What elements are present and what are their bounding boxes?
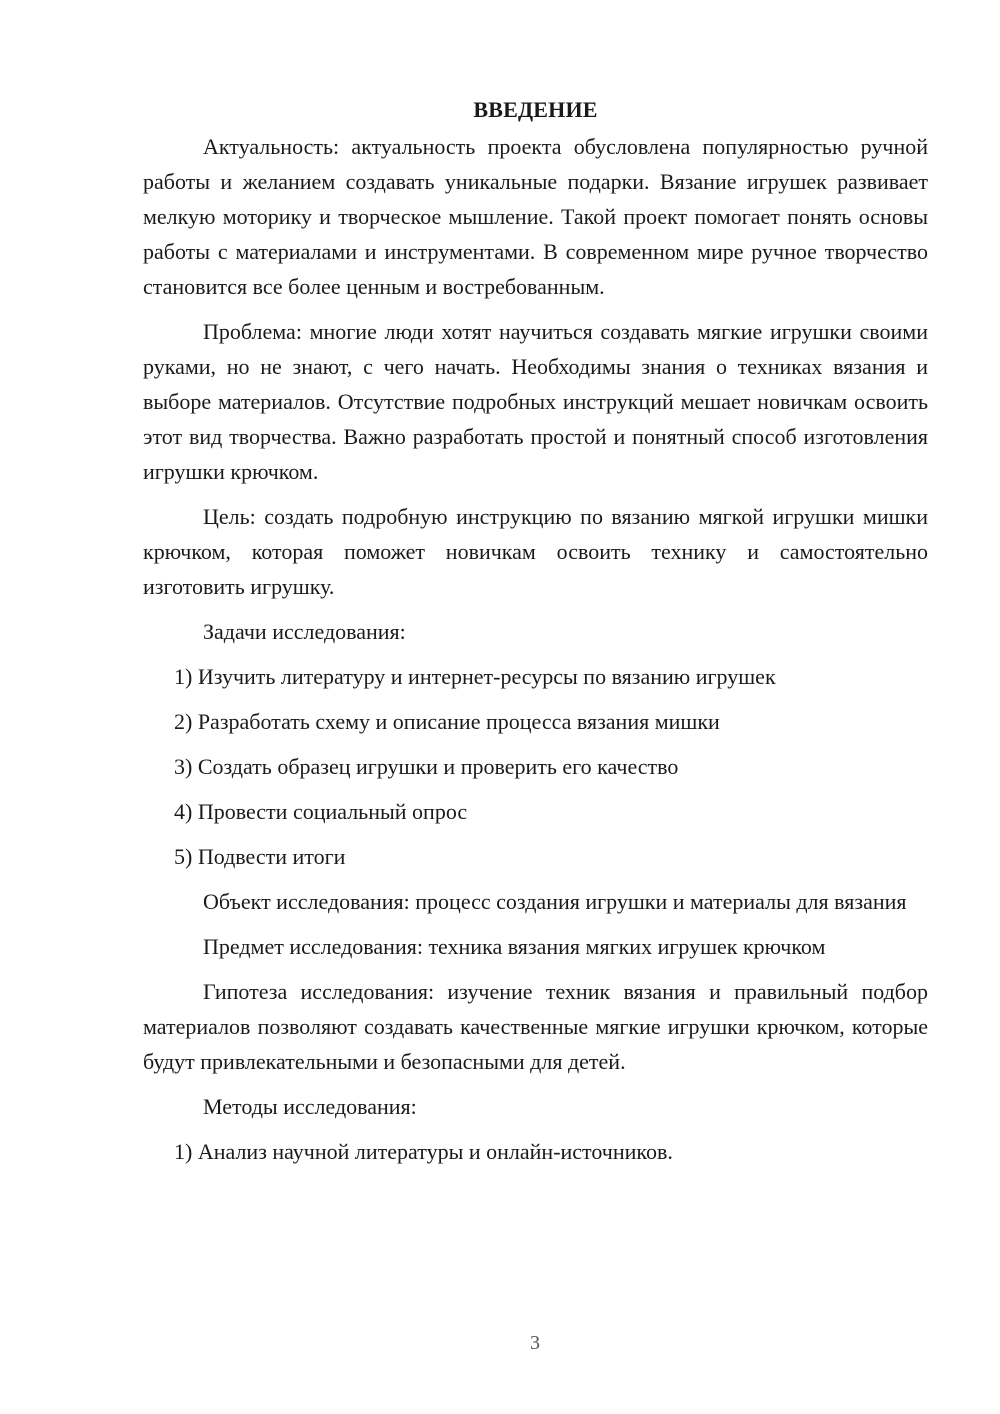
list-item: 1) Изучить литературу и интернет-ресурсы по вязанию игрушек bbox=[174, 664, 776, 689]
list-item: 4) Провести социальный опрос bbox=[174, 799, 468, 824]
document-page bbox=[143, 92, 928, 1179]
tasks-list bbox=[143, 659, 928, 874]
object-paragraph: Объект исследования: процесс создания игрушки и материалы для вязания bbox=[203, 889, 907, 914]
page-number: 3 bbox=[530, 1332, 540, 1354]
page-title: ВВЕДЕНИЕ bbox=[473, 97, 598, 122]
subject-paragraph: Предмет исследования: техника вязания мягких игрушек крючком bbox=[203, 934, 826, 959]
methods-list bbox=[143, 1134, 928, 1169]
hypothesis-paragraph: Гипотеза исследования: изучение техник вязания и правильный подбор материалов позволяют создавать качественные мягкие игрушки крючком, которые будут привлекательными и безопасными для детей. bbox=[143, 979, 928, 1074]
goal-paragraph: Цель: создать подробную инструкцию по вязанию мягкой игрушки мишки крючком, которая поможет новичкам освоить технику и самостоятельно изготовить игрушку. bbox=[143, 504, 928, 599]
list-item: 1) Анализ научной литературы и онлайн-источников. bbox=[174, 1139, 673, 1164]
list-item: 3) Создать образец игрушки и проверить его качество bbox=[174, 754, 679, 779]
problem-paragraph: Проблема: многие люди хотят научиться создавать мягкие игрушки своими руками, но не знают, с чего начать. Необходимы знания о техниках вязания и выборе материалов. Отсутствие подробных инструкций мешает новичкам освоить этот вид творчества. Важно разработать простой и понятный способ изготовления игрушки крючком. bbox=[143, 319, 928, 484]
list-item: 2) Разработать схему и описание процесса вязания мишки bbox=[174, 709, 720, 734]
tasks-heading: Задачи исследования: bbox=[203, 619, 406, 644]
list-item: 5) Подвести итоги bbox=[174, 844, 346, 869]
relevance-paragraph: Актуальность: актуальность проекта обусловлена популярностью ручной работы и желанием создавать уникальные подарки. Вязание игрушек развивает мелкую моторику и творческое мышление. Такой проект помогает понять основы работы с материалами и инструментами. В современном мире ручное творчество становится все более ценным и востребованным. bbox=[143, 134, 928, 299]
methods-heading: Методы исследования: bbox=[203, 1094, 417, 1119]
